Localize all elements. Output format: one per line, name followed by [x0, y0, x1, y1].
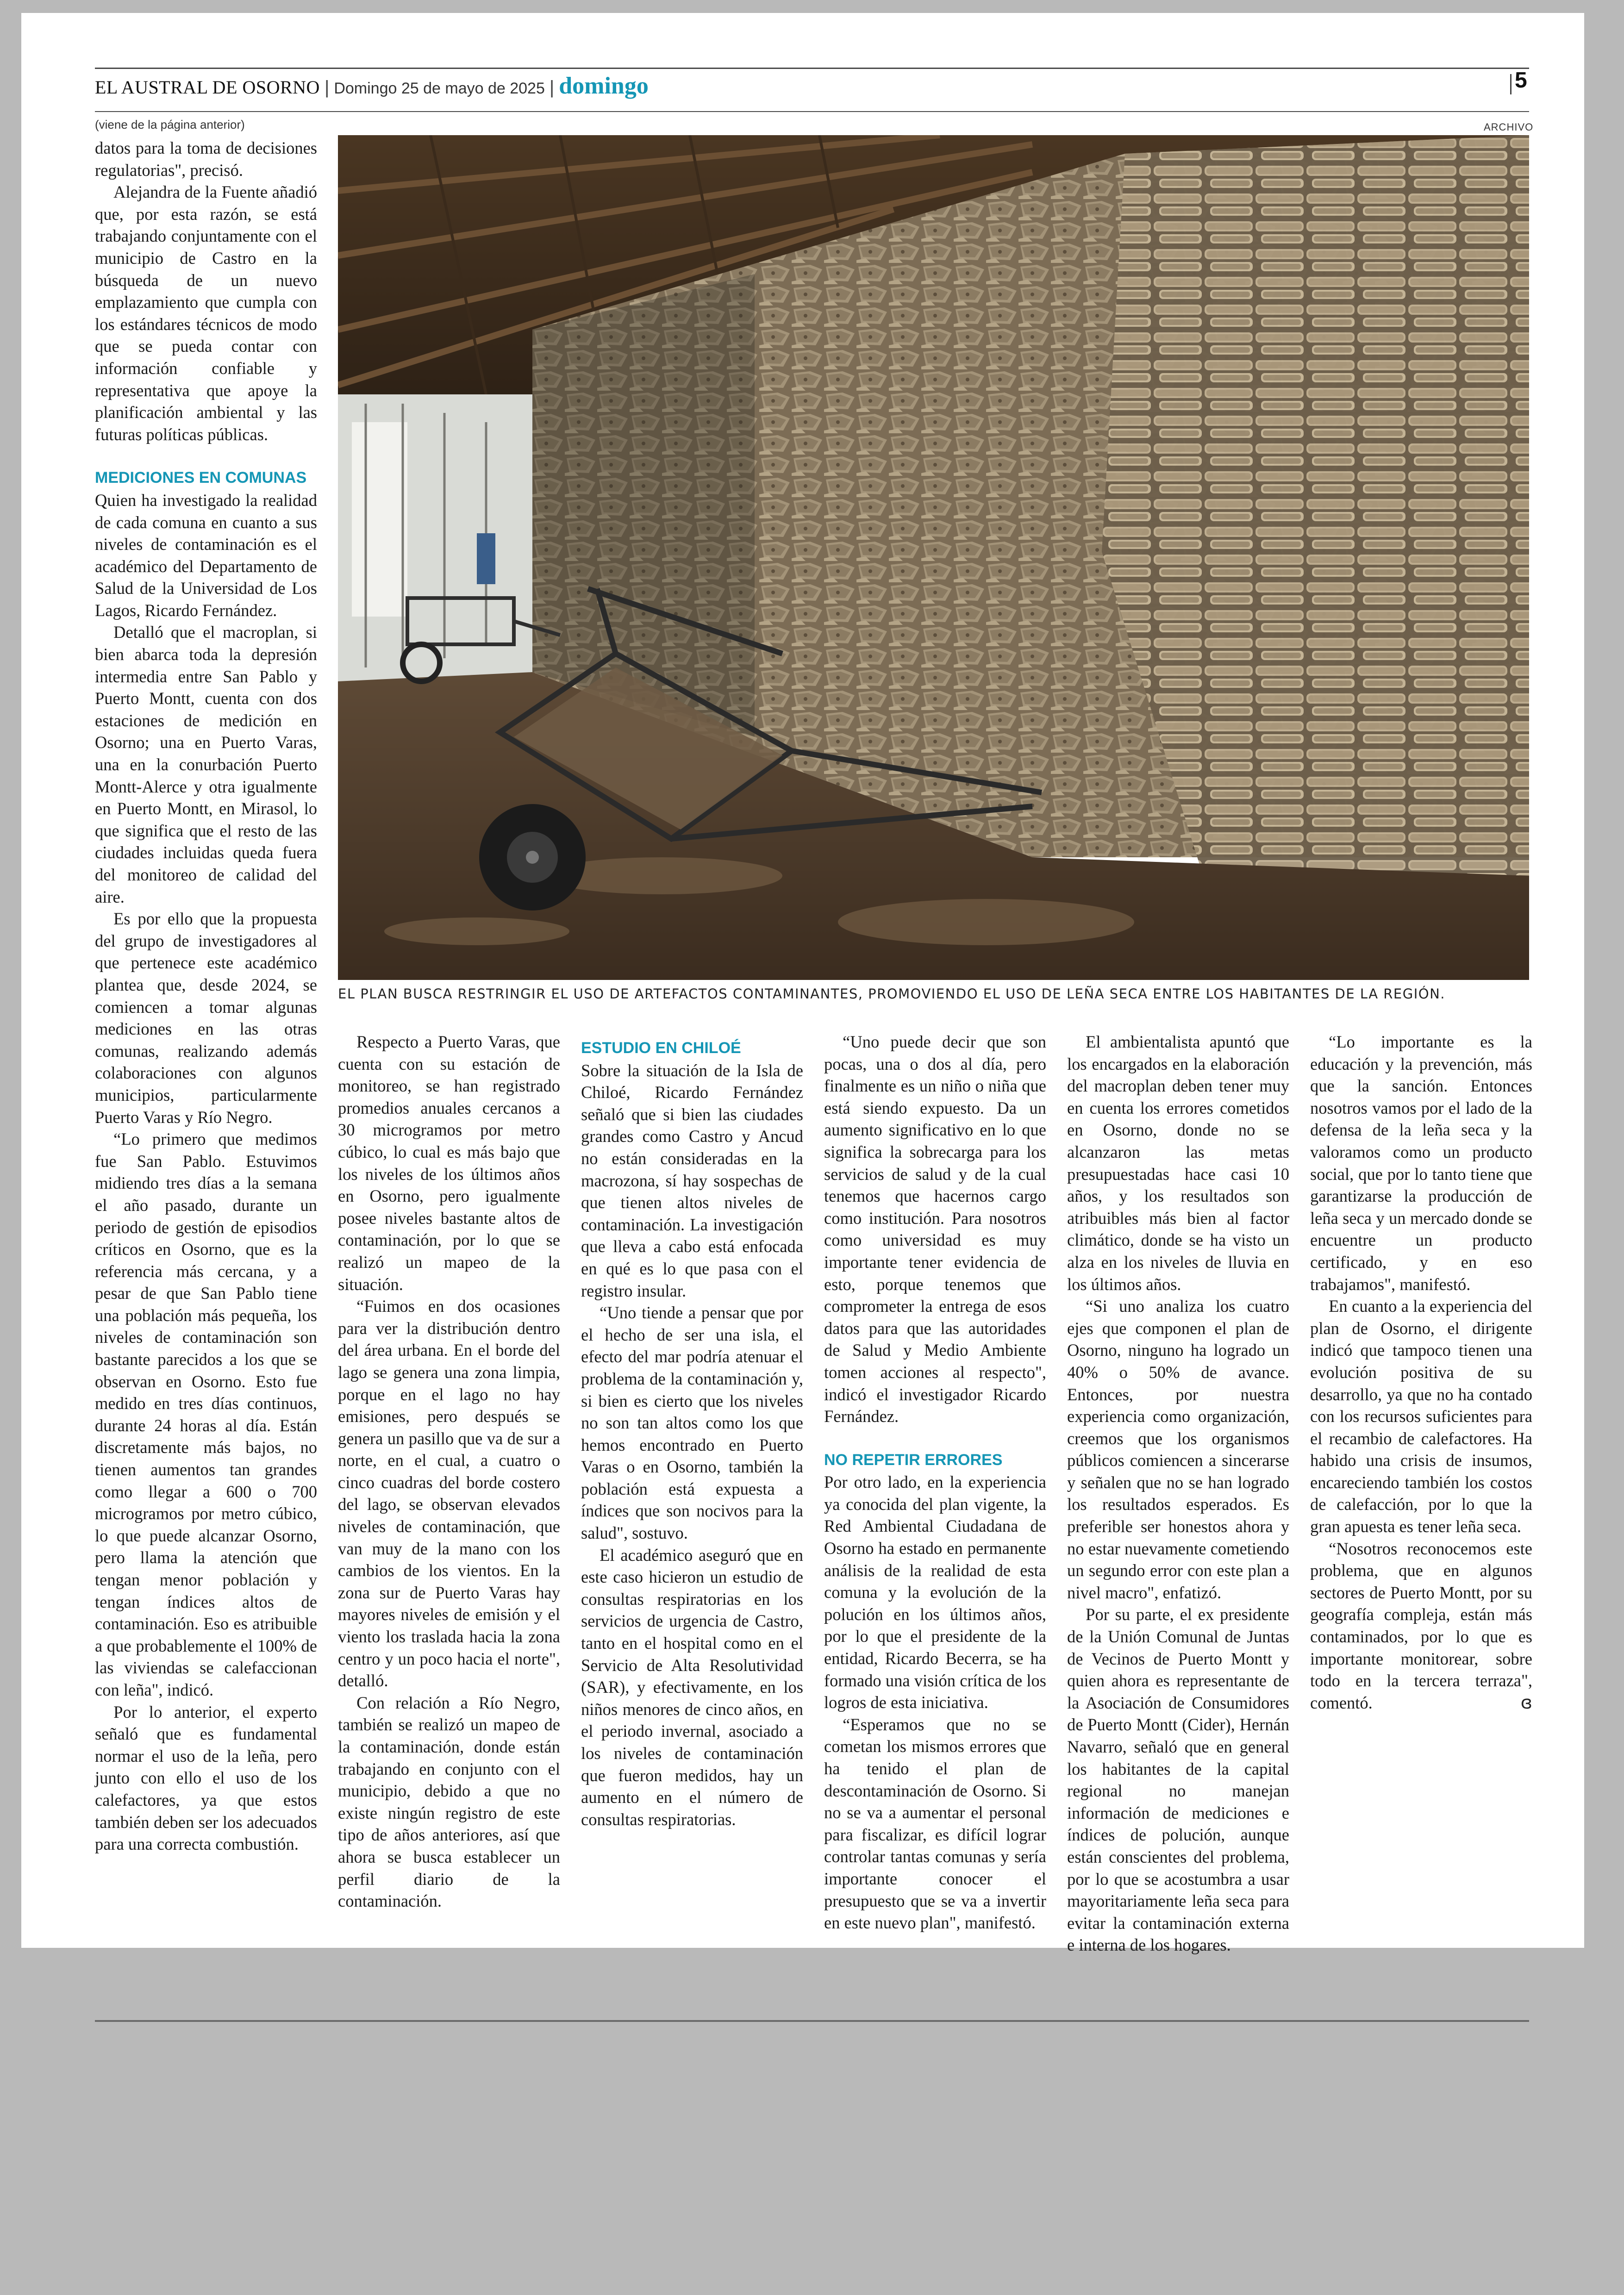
article-column-1 — [95, 137, 317, 1905]
subheading-chiloe: ESTUDIO EN CHILOÉ — [581, 1039, 741, 1057]
newspaper-name: EL AUSTRAL DE OSORNO — [95, 77, 320, 98]
article-paragraph — [1310, 1538, 1532, 1714]
subheading-errores: NO REPETIR ERRORES — [824, 1451, 1003, 1469]
article-paragraph: Respecto a Puerto Varas, que cuenta con su estación de monitoreo, se han registrado promedios anuales cercanos a 30 microgramos por metro cúbico, lo cual es más bajo que los niveles de los últimos años en Osorno, pero igualmente posee niveles bastante altos de contaminación, por lo que se realizó un mapeo de la situación. — [338, 1032, 560, 1294]
header-separator: | — [324, 77, 330, 98]
subheading-mediciones: MEDICIONES EN COMUNAS — [95, 469, 307, 487]
article-paragraph: “Esperamos que no se cometan los mismos errores que ha tenido el plan de descontaminación de Osorno. Si no se va a aumentar el personal para fiscalizar, es difícil lograr controlar tantas comunas y sería importante conocer el presupuesto que se va a invertir en este nuevo plan", manifestó. — [824, 1715, 1046, 1933]
article-paragraph: El académico aseguró que en este caso hicieron un estudio de consultas respiratorias en los servicios de urgencia de Castro, tanto en el hospital como en el Servicio de Alta Resolutividad (SAR), y efectivamente, en los niños menores de cinco años, en el periodo invernal, asociado a los niveles de contaminación que fueron medidos, hay un aumento en el número de consultas respiratorias. — [581, 1545, 803, 1829]
end-of-article-icon: ɞ — [1520, 1692, 1532, 1713]
page-number: 5 — [1515, 68, 1527, 93]
article-paragraph: datos para la toma de decisiones regulatorias", precisó. — [95, 138, 317, 180]
article-column-3 — [581, 1031, 803, 1906]
article-column-4 — [824, 1031, 1046, 1933]
firewood-shed-photo — [338, 135, 1529, 980]
footer-rule — [95, 2020, 1529, 2022]
article-paragraph: Sobre la situación de la Isla de Chiloé, Ricardo Fernández señaló que si bien las ciudades grandes como Castro y Ancud no están consideradas en la macrozona, sí hay sospechas de que tienen altos niveles de contaminación. La investigación que lleva a cabo está enfocada en qué es lo que pasa con el registro insular. — [581, 1060, 803, 1300]
article-paragraph: “Uno puede decir que son pocas, una o dos al día, pero finalmente es un niño o niña que está siendo expuesto. Da un aumento significativo en lo que significa la sobrecarga para los servicios de salud y de la cual tenemos que hacernos cargo como institución. Para nosotros como universidad es muy importante tener evidencia de esto, porque tenemos que comprometer la entrega de esos datos para que las autoridades de Salud y Medio Ambiente tomen acciones al respecto", indicó el investigador Ricardo Fernández. — [824, 1032, 1046, 1426]
article-paragraph: Es por ello que la propuesta del grupo de investigadores al que pertenece este académico plantea que, desde 2024, se comiencen a tomar algunas mediciones en las otras comunas, realizando además colaboraciones con algunos municipios, particularmente Puerto Varas y Río Negro. — [95, 909, 317, 1127]
article-paragraph: En cuanto a la experiencia del plan de Osorno, el dirigente indicó que tampoco tienen una evolución positiva de su desarrollo, ya que no ha contado con los recursos suficientes para el recambio de calefactores. Ha habido una crisis de insumos, encareciendo también los costos de calefacción, por lo que la gran apuesta es tener leña seca. — [1310, 1297, 1532, 1536]
article-paragraph: “Fuimos en dos ocasiones para ver la distribución dentro del área urbana. En el borde del lago se genera una zona limpia, porque en el lago no hay emisiones, pero después se genera un pasillo que va de sur a norte, en el cual, a cuatro o cinco cuadras del borde costero del lago, se observan elevados niveles de contaminación, que van muy de la mano con los cambios de los vientos. En la zona sur de Puerto Varas hay mayores niveles de emisión y el viento los traslada hacia la zona centro y un poco hacia el norte", detalló. — [338, 1297, 560, 1690]
photo-caption: EL PLAN BUSCA RESTRINGIR EL USO DE ARTEFACTOS CONTAMINANTES, PROMOVIENDO EL USO DE LEÑA SECA ENTRE LOS HABITANTES DE LA REGIÓN. — [338, 986, 1445, 1002]
masthead — [95, 72, 649, 98]
article-column-5 — [1067, 1031, 1289, 1955]
article-text: “Nosotros reconocemos este problema, que en algunos sectores de Puerto Montt, por su geografía compleja, están más contaminados, por lo que es importante monitorear, sobre todo en la tercera terraza", comentó. — [1310, 1539, 1532, 1712]
article-column-2 — [338, 1031, 560, 1911]
article-paragraph: Por otro lado, en la experiencia ya conocida del plan vigente, la Red Ambiental Ciudadana de Osorno ha estado en permanente análisis de la realidad de esta comuna y la evolución de la polución en los últimos años, por lo que el presidente de la entidad, Ricardo Becerra, se ha formado una visión crítica de los logros de esta iniciativa. — [824, 1472, 1046, 1712]
page-number-bar — [1510, 74, 1512, 94]
article-paragraph: Por su parte, el ex presidente de la Unión Comunal de Juntas de Vecinos de Puerto Montt y quien ahora es representante de la Asociación de Consumidores de Puerto Montt (Cider), Hernán Navarro, señaló que en general los habitantes de la capital regional no manejan información de mediciones e índices de polución, aunque están conscientes del problema, por lo que se acostumbra a usar mayoritariamente leña seca para evitar la contaminación externa e interna de los hogares. — [1067, 1605, 1289, 1955]
continued-note: (viene de la página anterior) — [95, 118, 245, 131]
article-paragraph: Quien ha investigado la realidad de cada comuna en cuanto a sus niveles de contaminación es el académico del Departamento de Salud de la Universidad de Los Lagos, Ricardo Fernández. — [95, 490, 317, 620]
article-paragraph: Con relación a Río Negro, también se realizó un mapeo de la contaminación, donde están trabajando en conjunto con el municipio, debido a que no existe ningún registro de este tipo de años anteriores, así que ahora se busca establecer un perfil diario de la contaminación. — [338, 1693, 560, 1911]
header-top-rule — [95, 68, 1529, 69]
article-paragraph: “Uno tiende a pensar que por el hecho de ser una isla, el efecto del mar podría atenuar el problema de la contaminación y, si bien es cierto que los niveles no son tan altos como los que hemos encontrado en Puerto Varas o en Osorno, también la población está expuesta a índices que son nocivos para la salud", sostuvo. — [581, 1303, 803, 1543]
header-separator: | — [549, 77, 555, 98]
article-paragraph: Alejandra de la Fuente añadió que, por esta razón, se está trabajando conjuntamente con el municipio de Castro en la búsqueda de un nuevo emplazamiento que cumpla con los estándares técnicos de modo que se pueda contar con información confiable y representativa que apoye la planificación ambiental y las futuras políticas públicas. — [95, 182, 317, 444]
article-column-6 — [1310, 1031, 1532, 1906]
photo-credit: ARCHIVO — [1484, 121, 1534, 133]
issue-date: Domingo 25 de mayo de 2025 — [334, 80, 545, 97]
article-paragraph: “Lo importante es la educación y la prevención, más que la sanción. Entonces nosotros vamos por el lado de la defensa de la leña seca y la valoramos como un producto social, que por lo tanto tiene que garantizarse la producción de leña seca y un mercado donde se encuentre un producto certificado, y en eso trabajamos", manifestó. — [1310, 1032, 1532, 1294]
section-name: domingo — [559, 73, 649, 99]
article-paragraph: El ambientalista apuntó que los encargados en la elaboración del macroplan deben tener muy en cuenta los errores cometidos en Osorno, donde no se alcanzaron las metas presupuestadas hace casi 10 años, y los resultados son atribuibles más bien al factor climático, donde se ha visto un alza en los niveles de lluvia en los últimos años. — [1067, 1032, 1289, 1294]
article-paragraph: Por lo anterior, el experto señaló que es fundamental normar el uso de la leña, pero junto con ello el uso de los calefactores, ya que estos también deben ser los adecuados para una correcta combustión. — [95, 1702, 317, 1854]
header-bottom-rule — [95, 111, 1529, 112]
article-paragraph: “Si uno analiza los cuatro ejes que componen el plan de Osorno, ninguno ha logrado un 40% o 50% de avance. Entonces, por nuestra experiencia como organización, creemos que los organismos públicos comiencen a sincerarse y señalen que no se han logrado los resultados esperados. Es preferible ser honestos ahora y no estar nuevamente cometiendo un segundo error con este plan a nivel macro", enfatizó. — [1067, 1297, 1289, 1602]
article-paragraph: Detalló que el macroplan, si bien abarca toda la depresión intermedia entre San Pablo y Puerto Montt, cuenta con dos estaciones de medición en Osorno; una en Puerto Varas, una en la conurbación Puerto Montt-Alerce y otra igualmente en Puerto Montt, en Mirasol, lo que significa que el resto de las ciudades incluidas queda fuera del monitoreo de calidad del aire. — [95, 623, 317, 906]
article-paragraph: “Lo primero que medimos fue San Pablo. Estuvimos midiendo tres días a la semana el año pasado, durante un periodo de gestión de episodios críticos en Osorno, que es la referencia más cercana, y a pesar de que San Pablo tiene una población más pequeña, los niveles de contaminación son bastante parecidos a los que se observan en Osorno. Esto fue medido en tres días continuos, durante 24 horas al día. Están discretamente más bajos, no tienen aumentos tan grandes como llegar a 600 o 700 microgramos por metro cúbico, lo que puede alcanzar Osorno, pero llama la atención que tengan menor población y tengan índices altos de contaminación. Eso es atribuible a que probablemente el 100% de las viviendas se calefaccionan con leña", indicó. — [95, 1129, 317, 1699]
